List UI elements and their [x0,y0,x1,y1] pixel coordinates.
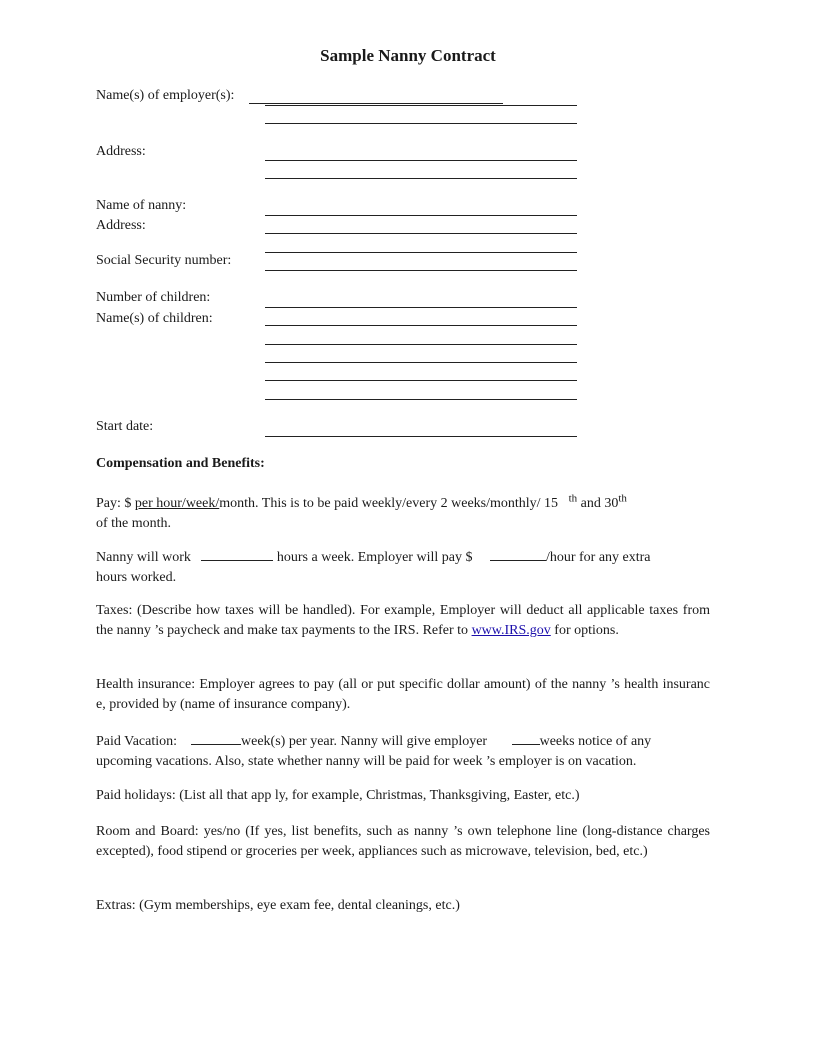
num-children-label: Number of children: [96,290,211,305]
pay-underlined: per hour/week/ [134,496,220,511]
notice-weeks-blank [512,730,540,745]
num-children-line [265,307,577,308]
hours-part-3: /hour for any extra [545,550,651,565]
start-date-line [265,436,577,437]
pay-paragraph [96,494,716,534]
children-names-line-5 [265,399,577,400]
children-names-line-4 [265,380,577,381]
vacation-weeks-blank [191,730,241,745]
vacation-part-1: Paid Vacation: [96,734,178,749]
health-paragraph: Health insurance: Employer agrees to pay (all or put specific dollar amount) of the nanny ’s health insuranc e, provided by (name of insurance company). [96,677,710,712]
vacation-part-3: weeks notice of any [539,734,652,749]
address-label: Address: [96,144,146,159]
hours-part-1: Nanny will work [96,550,191,565]
pay-sup-2: th [618,492,627,505]
vacation-paragraph [96,730,710,772]
start-date-label: Start date: [96,419,154,434]
compensation-heading: Compensation and Benefits: [96,456,265,471]
nanny-address-line-1 [265,233,577,234]
pay-sup-1: th [568,492,578,505]
irs-link[interactable]: www.IRS.gov [471,623,551,638]
vacation-line-2: upcoming vacations. Also, state whether nanny will be paid for week ’s employer is on vacation. [96,754,637,769]
employers-line-2 [265,123,577,124]
nanny-address-line-2 [265,252,577,253]
children-names-line-1 [265,325,577,326]
vacation-part-2: week(s) per year. Nanny will give employer [241,734,488,749]
address-line-1 [265,160,577,161]
employers-line-a [249,103,503,104]
hours-blank [201,546,273,561]
nanny-address-label: Address: [96,218,146,233]
children-names-line-3 [265,362,577,363]
hours-paragraph [96,546,710,588]
room-board-paragraph: Room and Board: yes/no (If yes, list benefits, such as nanny ’s own telephone line (long-distance charges excepted), food stipend or groceries per week, appliances such as microwave, television, bed, etc.) [96,824,710,859]
children-names-line-2 [265,344,577,345]
hours-part-2: hours a week. Employer will pay $ [276,550,473,565]
pay-prefix: Pay: $ [96,496,132,511]
children-names-label: Name(s) of children: [96,311,213,326]
page-title: Sample Nanny Contract [320,46,496,65]
extras-paragraph: Extras: (Gym memberships, eye exam fee, dental cleanings, etc.) [96,898,460,913]
employers-line-1 [265,105,577,106]
employers-label: Name(s) of employer(s): [96,88,235,103]
ssn-line [265,270,577,271]
ssn-label: Social Security number: [96,253,232,268]
pay-and: and 30 [580,496,619,511]
taxes-after: for options. [554,623,619,638]
nanny-name-line [265,215,577,216]
rate-blank [490,546,546,561]
nanny-name-label: Name of nanny: [96,198,187,213]
taxes-paragraph [96,601,710,641]
taxes-text: Taxes: (Describe how taxes will be handled). For example, Employer will deduct all applicable taxes from the nanny ’s paycheck and make tax payments to the IRS. Refer to [96,603,710,638]
hours-line-2: hours worked. [96,570,177,585]
pay-line-2: of the month. [96,516,172,531]
holidays-paragraph: Paid holidays: (List all that app ly, for example, Christmas, Thanksgiving, Easter, etc.) [96,788,580,803]
pay-middle: month. This is to be paid weekly/every 2 weeks/monthly/ 15 [219,496,559,511]
address-line-2 [265,178,577,179]
